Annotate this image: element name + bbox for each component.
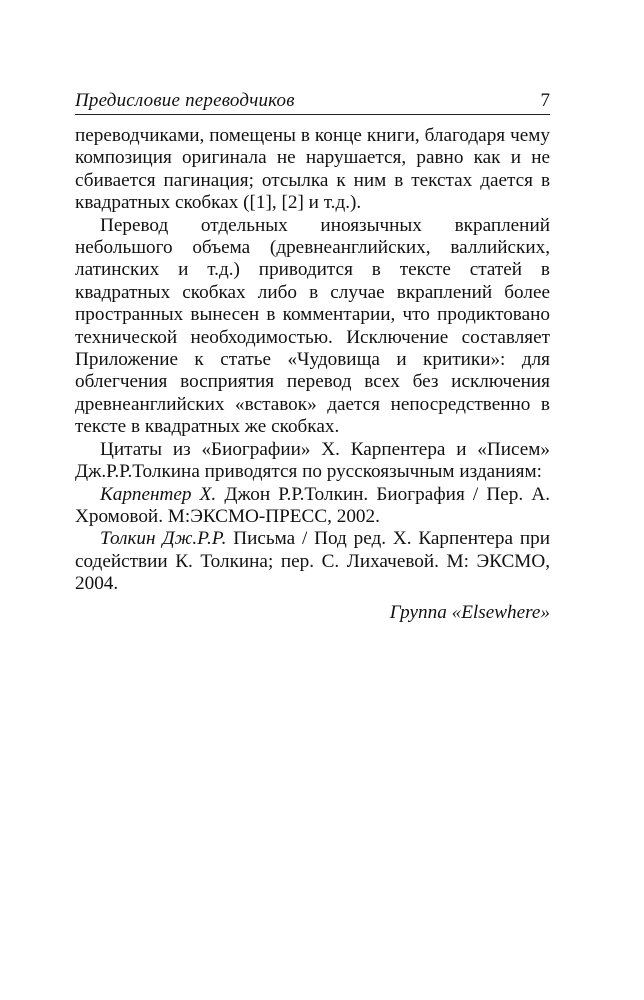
reference-biography-details: Джон Р.Р.Толкин. Биография / Пер. А. Хромовой. М:ЭКСМО-ПРЕСС, 2002.: [75, 483, 550, 527]
body-text: [75, 125, 550, 596]
translators-signature: Группа «Elsewhere»: [389, 601, 550, 623]
page-number: 7: [540, 90, 550, 111]
reference-letters: [75, 528, 550, 595]
reference-biography: [75, 484, 550, 529]
running-title: Предисловие переводчиков: [75, 90, 295, 111]
running-header: [75, 88, 550, 115]
paragraph-continuation: переводчиками, помещены в конце книги, благодаря чему композиция оригинала не нарушается, равно как и не сбивается пагинация; отсылка к ним в текстах дается в квадратных скобках ([1], [2] и т.д.).: [75, 125, 550, 214]
paragraph-citations: Цитаты из «Биографии» Х. Карпентера и «Писем» Дж.Р.Р.Толкина приводятся по русскоязычным изданиям:: [75, 438, 550, 483]
paragraph-foreign-inserts: Перевод отдельных иноязычных вкраплений небольшого объема (древнеанглийских, валлийских, латинских и т.д.) приводится в тексте статей в квадратных скобках либо в случае вкраплений более пространных вынесен в комментарии, что продиктовано технической необходимостью. Исключение составляет Приложение к статье «Чудовища и критики»: для облегчения восприятия перевод всех без исключения древнеанглийских «вставок» дается непосредственно в тексте в квадратных же скобках.: [75, 214, 550, 438]
reference-letters-author: Толкин Дж.Р.Р.: [100, 528, 227, 550]
book-page: [75, 88, 550, 624]
reference-biography-author: Карпентер Х.: [100, 483, 217, 505]
reference-letters-details: Письма / Под ред. Х. Карпентера при содействии К. Толкина; пер. С. Лихачевой. М: ЭКСМО, 2004.: [75, 528, 550, 595]
